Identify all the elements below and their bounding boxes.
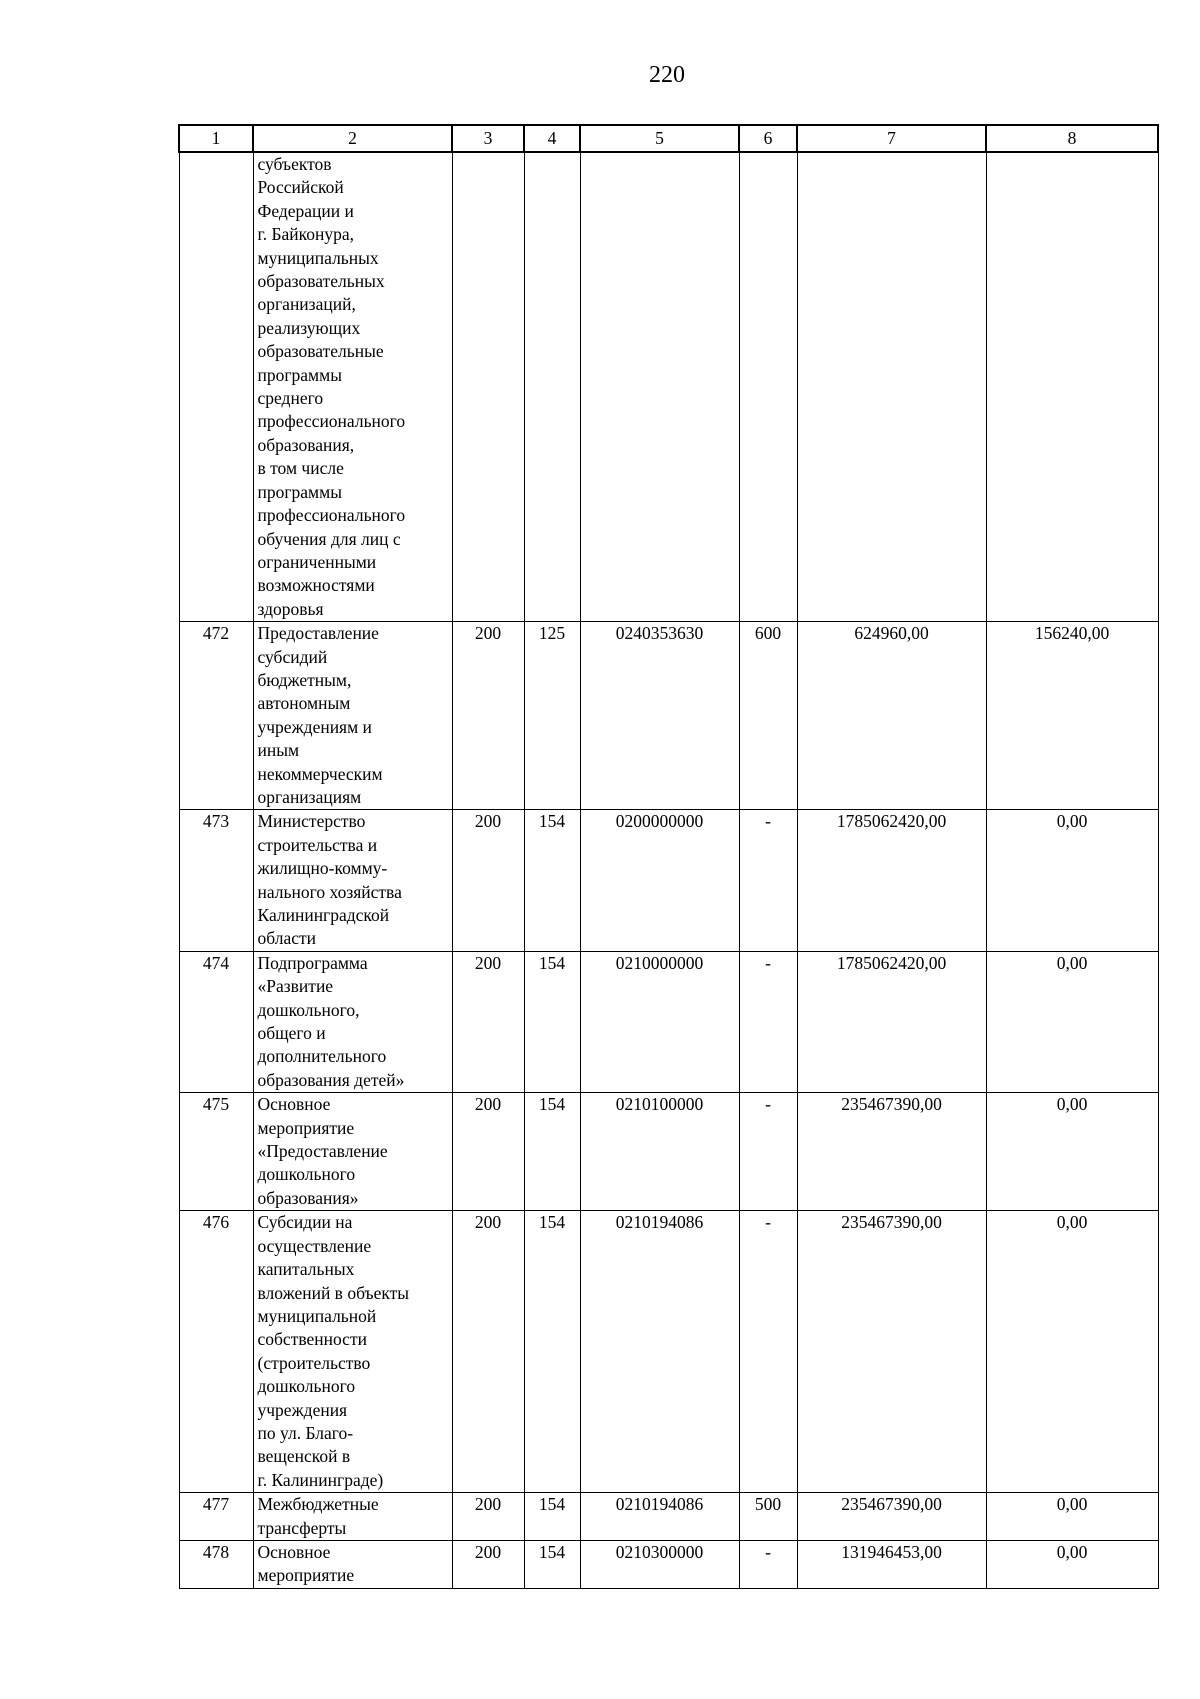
table-row: [179, 1493, 1158, 1541]
col6-cell: -: [739, 1540, 797, 1588]
row-name-cell: Предоставление субсидий бюджетным, автономным учреждениям и иным некоммерческим организациям: [253, 622, 452, 810]
table-row: [179, 1211, 1158, 1493]
empty-cell: [986, 152, 1158, 622]
continuation-row: [179, 152, 1158, 622]
col8-cell: 0,00: [986, 951, 1158, 1092]
header-row: [179, 125, 1158, 152]
row-number-cell: 474: [179, 951, 253, 1092]
col8-cell: 0,00: [986, 810, 1158, 951]
col5-cell: 0210194086: [580, 1211, 739, 1493]
col7-cell: 235467390,00: [797, 1093, 986, 1211]
col3-cell: 200: [452, 1540, 524, 1588]
col4-cell: 154: [524, 1540, 580, 1588]
col5-cell: 0210300000: [580, 1540, 739, 1588]
col3-cell: 200: [452, 1493, 524, 1541]
empty-cell: [739, 152, 797, 622]
row-name-cell: Основное мероприятие: [253, 1540, 452, 1588]
col6-cell: -: [739, 1093, 797, 1211]
empty-cell: [580, 152, 739, 622]
col8-cell: 0,00: [986, 1211, 1158, 1493]
col5-cell: 0240353630: [580, 622, 739, 810]
row-number-cell: 475: [179, 1093, 253, 1211]
column-header: 8: [986, 125, 1158, 152]
column-header: 4: [524, 125, 580, 152]
col5-cell: 0210000000: [580, 951, 739, 1092]
col4-cell: 125: [524, 622, 580, 810]
col5-cell: 0210194086: [580, 1493, 739, 1541]
col5-cell: 0210100000: [580, 1093, 739, 1211]
column-header: 7: [797, 125, 986, 152]
row-name-cell: субъектов Российской Федерации и г. Байконура, муниципальных образовательных организаций, реализующих образовательные программы среднего профессионального образования, в том числе программы профессионального обучения для лиц с ограниченными возможностями здоровья: [253, 152, 452, 622]
row-number-cell: 472: [179, 622, 253, 810]
row-name-cell: Министерство строительства и жилищно-комму- нального хозяйства Калининградской области: [253, 810, 452, 951]
budget-table: [178, 124, 1159, 1589]
table-row: [179, 1540, 1158, 1588]
row-name-cell: Межбюджетные трансферты: [253, 1493, 452, 1541]
col3-cell: 200: [452, 1093, 524, 1211]
col6-cell: 500: [739, 1493, 797, 1541]
page-number: 220: [649, 62, 685, 88]
col7-cell: 235467390,00: [797, 1211, 986, 1493]
col4-cell: 154: [524, 1493, 580, 1541]
col8-cell: 0,00: [986, 1493, 1158, 1541]
row-name-cell: Субсидии на осуществление капитальных вложений в объекты муниципальной собственности (строительство дошкольного учреждения по ул. Благо- вещенской в г. Калининграде): [253, 1211, 452, 1493]
col8-cell: 0,00: [986, 1093, 1158, 1211]
col7-cell: 131946453,00: [797, 1540, 986, 1588]
table-row: [179, 810, 1158, 951]
col4-cell: 154: [524, 1211, 580, 1493]
column-header: 3: [452, 125, 524, 152]
table-row: [179, 622, 1158, 810]
empty-cell: [797, 152, 986, 622]
table-row: [179, 1093, 1158, 1211]
col5-cell: 0200000000: [580, 810, 739, 951]
row-number-cell: 477: [179, 1493, 253, 1541]
col6-cell: -: [739, 951, 797, 1092]
column-header: 1: [179, 125, 253, 152]
col8-cell: 0,00: [986, 1540, 1158, 1588]
col6-cell: -: [739, 810, 797, 951]
row-name-cell: Подпрограмма «Развитие дошкольного, общего и дополнительного образования детей»: [253, 951, 452, 1092]
col7-cell: 1785062420,00: [797, 810, 986, 951]
row-number-cell: 478: [179, 1540, 253, 1588]
row-number-cell: 473: [179, 810, 253, 951]
col4-cell: 154: [524, 951, 580, 1092]
row-name-cell: Основное мероприятие «Предоставление дошкольного образования»: [253, 1093, 452, 1211]
col8-cell: 156240,00: [986, 622, 1158, 810]
col7-cell: 1785062420,00: [797, 951, 986, 1092]
col3-cell: 200: [452, 810, 524, 951]
col3-cell: 200: [452, 951, 524, 1092]
col3-cell: 200: [452, 1211, 524, 1493]
row-number-cell: 476: [179, 1211, 253, 1493]
column-header: 2: [253, 125, 452, 152]
column-header: 6: [739, 125, 797, 152]
column-header: 5: [580, 125, 739, 152]
col6-cell: 600: [739, 622, 797, 810]
empty-cell: [524, 152, 580, 622]
col7-cell: 624960,00: [797, 622, 986, 810]
col3-cell: 200: [452, 622, 524, 810]
col6-cell: -: [739, 1211, 797, 1493]
empty-cell: [452, 152, 524, 622]
col7-cell: 235467390,00: [797, 1493, 986, 1541]
row-number-cell: [179, 152, 253, 622]
table-row: [179, 951, 1158, 1092]
col4-cell: 154: [524, 810, 580, 951]
col4-cell: 154: [524, 1093, 580, 1211]
